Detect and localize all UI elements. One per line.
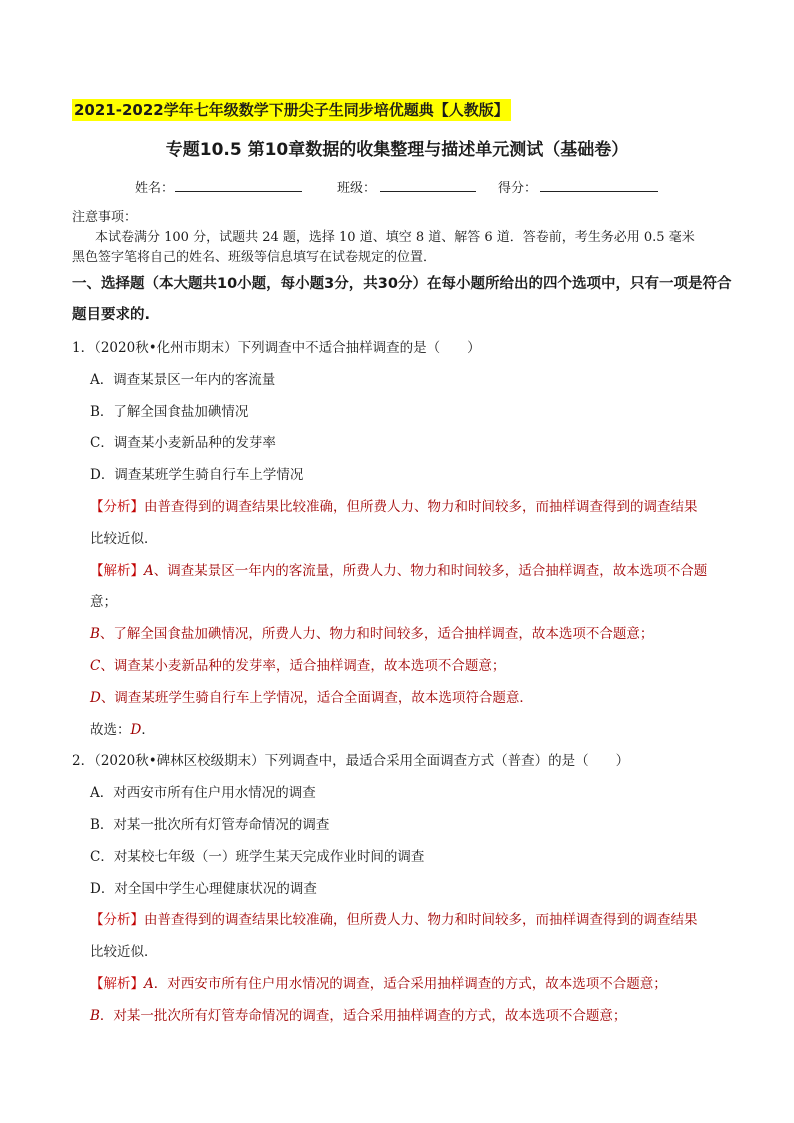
analysis-tag: 【分析】: [90, 499, 144, 515]
question-2-option-b: B．对某一批次所有灯管寿命情况的调查: [90, 817, 330, 833]
student-info-row: [0, 177, 794, 197]
solution-tag: 【解析】: [90, 976, 144, 992]
question-1-answer: [90, 718, 155, 738]
analysis-tag: 【分析】: [90, 912, 144, 928]
question-2-option-a: A．对西安市所有住户用水情况的调查: [90, 785, 316, 801]
class-field-line[interactable]: [380, 191, 476, 192]
solution-text: 、调查某班学生骑自行车上学情况，适合全面调查，故本选项符合题意．: [100, 690, 533, 706]
answer-prefix: 故选：: [90, 722, 131, 738]
answer-suffix: ．: [141, 722, 155, 738]
section-heading-line-2: 题目要求的.: [72, 307, 151, 323]
question-1-analysis: [90, 495, 698, 515]
question-1-option-c: C．调查某小麦新品种的发芽率: [90, 435, 276, 451]
question-2-solution-a: [90, 972, 667, 992]
solution-letter: D: [90, 690, 101, 706]
question-2-option-d: D．对全国中学生心理健康状况的调查: [90, 881, 317, 897]
solution-letter: B: [90, 626, 100, 642]
question-1-solution-c: [90, 654, 505, 674]
analysis-text: 由普查得到的调查结果比较准确，但所费人力、物力和时间较多，而抽样调查得到的调查结果: [144, 499, 698, 515]
solution-text: 、了解全国食盐加碘情况，所费人力、物力和时间较多，适合抽样调查，故本选项不合题意；: [99, 626, 654, 642]
solution-letter: A: [144, 976, 154, 992]
solution-letter: A: [144, 563, 154, 579]
page-title: 专题10.5 第10章数据的收集整理与描述单元测试（基础卷）: [165, 140, 629, 160]
solution-letter: C: [90, 658, 101, 674]
question-2-solution-b: [90, 1004, 626, 1024]
question-2-analysis-cont: 比较近似．: [90, 944, 158, 960]
answer-letter: D: [130, 722, 142, 738]
solution-letter: B: [90, 1008, 100, 1024]
question-2-stem: 2．（2020秋•碑林区校级期末）下列调查中，最适合采用全面调查方式（普查）的是（ ）: [72, 753, 630, 769]
question-1-solution-a: [90, 559, 707, 579]
series-header-tag: 2021-2022学年七年级数学下册尖子生同步培优题典【人教版】: [74, 101, 509, 119]
solution-tag: 【解析】: [90, 563, 144, 579]
score-field-line[interactable]: [540, 191, 658, 192]
solution-text: 、调查某景区一年内的客流量，所费人力、物力和时间较多，适合抽样调查，故本选项不合题: [153, 563, 708, 579]
question-1-option-d: D．调查某班学生骑自行车上学情况: [90, 467, 304, 483]
question-1-solution-b: [90, 622, 653, 642]
question-1-stem: 1．（2020秋•化州市期末）下列调查中不适合抽样调查的是（ ）: [72, 340, 481, 356]
solution-text: ．对西安市所有住户用水情况的调查，适合采用抽样调查的方式，故本选项不合题意；: [153, 976, 667, 992]
solution-text: ．对某一批次所有灯管寿命情况的调查，适合采用抽样调查的方式，故本选项不合题意；: [99, 1008, 627, 1024]
question-2-analysis: [90, 908, 698, 928]
question-1-analysis-cont: 比较近似．: [90, 531, 158, 547]
analysis-text: 由普查得到的调查结果比较准确，但所费人力、物力和时间较多，而抽样调查得到的调查结果: [144, 912, 698, 928]
score-label: 得分：: [498, 181, 538, 196]
question-1-solution-d: [90, 686, 533, 706]
question-1-option-a: A．调查某景区一年内的客流量: [90, 372, 276, 388]
notes-line-1: 本试卷满分 100 分，试题共 24 题，选择 10 道、填空 8 道、解答 6 道．答卷前，考生务必用 0.5 毫米: [95, 230, 695, 245]
notes-line-2: 黑色签字笔将自己的姓名、班级等信息填写在试卷规定的位置．: [72, 250, 437, 265]
question-1-solution-a-cont: 意；: [90, 594, 117, 610]
notes-heading: 注意事项：: [72, 210, 138, 225]
solution-text: 、调查某小麦新品种的发芽率，适合抽样调查，故本选项不合题意；: [100, 658, 506, 674]
section-heading-line-1: 一、选择题（本大题共10小题，每小题3分，共30分）在每小题所给出的四个选项中，只有一项是符合: [72, 276, 732, 292]
question-2-option-c: C．对某校七年级（一）班学生某天完成作业时间的调查: [90, 849, 425, 865]
class-label: 班级：: [337, 181, 377, 196]
question-1-option-b: B．了解全国食盐加碘情况: [90, 404, 249, 420]
name-field-line[interactable]: [175, 191, 302, 192]
name-label: 姓名：: [135, 181, 175, 196]
